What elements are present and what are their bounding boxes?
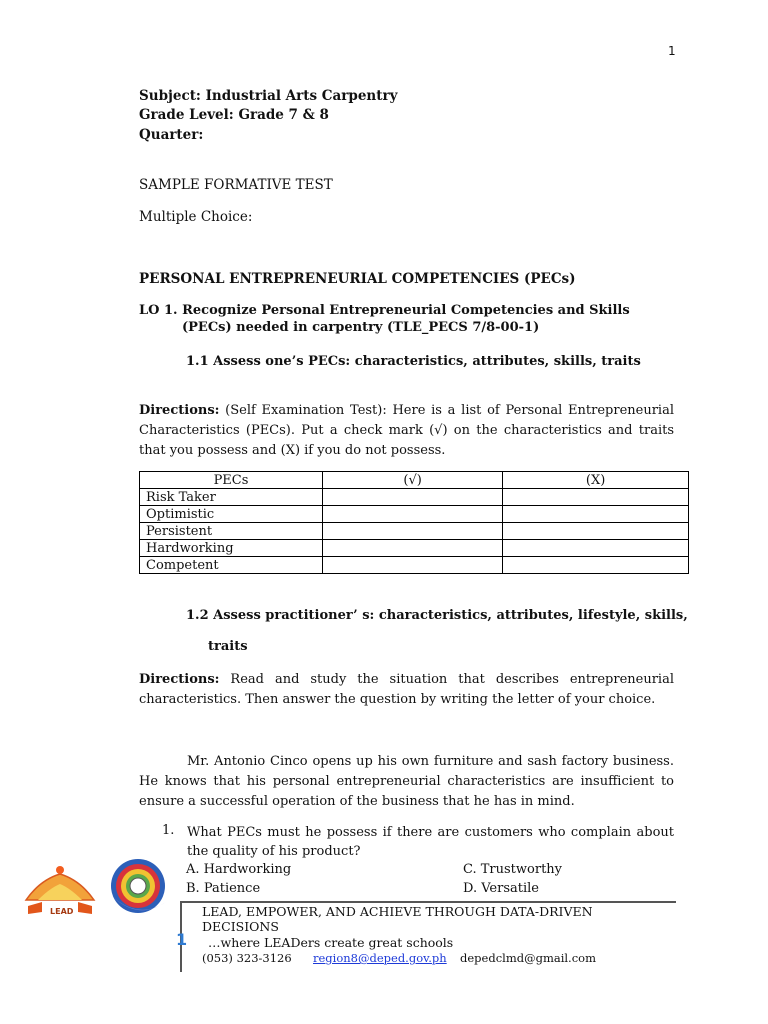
situation-paragraph: Mr. Antonio Cinco opens up his own furniture and sash factory business. He knows that his personal entrepreneurial characteristics are insufficient to ensure a successful operation of the business that he has in mind. [139,754,674,809]
directions-1-label: Directions: [139,403,220,418]
check-cell[interactable] [323,557,503,574]
footer-tagline: …where LEADers create great schools [208,935,454,950]
table-header-pecs: PECs [140,472,323,489]
page-number: 1 [668,44,676,58]
check-cell[interactable] [323,523,503,540]
question-text: What PECs must he possess if there are customers who complain about the quality of his product? [187,825,674,859]
directions-1 [139,401,674,461]
lo-line-2: (PECs) needed in carpentry (TLE_PECS 7/8-00-1) [182,320,540,335]
footer-email-link[interactable]: region8@deped.gov.ph [313,951,447,965]
pec-label: Optimistic [140,506,323,523]
subsection-1-2-line-2: traits [208,639,248,654]
table-header-check: (√) [323,472,503,489]
question-number: 1. [162,823,175,838]
grade-level-line: Grade Level: Grade 7 & 8 [139,107,329,123]
lo-line-1: LO 1. Recognize Personal Entrepreneurial Competencies and Skills [139,303,630,318]
table-row [140,523,689,540]
deped-seal-logo [111,859,166,913]
test-type: Multiple Choice: [139,209,253,225]
table-row [140,557,689,574]
table-row [140,506,689,523]
subsection-1-1: 1.1 Assess one’s PECs: characteristics, attributes, skills, traits [186,354,641,369]
table-header-x: (X) [503,472,689,489]
lead-logo [26,866,94,916]
footer-page-number: 1 [176,930,188,949]
footer-email-2: depedclmd@gmail.com [460,951,596,965]
x-cell[interactable] [503,489,689,506]
x-cell[interactable] [503,540,689,557]
footer-motto-line-2: DECISIONS [202,919,279,934]
footer-phone: (053) 323-3126 [202,951,292,965]
subject-line: Subject: Industrial Arts Carpentry [139,88,398,104]
directions-2-text: Read and study the situation that describes entrepreneurial characteristics. Then answer the question by writing the letter of your choice. [139,672,674,707]
check-cell[interactable] [323,506,503,523]
footer-motto-line-1: LEAD, EMPOWER, AND ACHIEVE THROUGH DATA-DRIVEN [202,904,593,919]
footer-top-rule [180,901,676,903]
pec-label: Competent [140,557,323,574]
directions-2-label: Directions: [139,672,220,687]
choice-b[interactable]: B. Patience [186,881,261,896]
section-title: PERSONAL ENTREPRENEURIAL COMPETENCIES (PECs) [139,271,576,287]
table-header-row [140,472,689,489]
quarter-line: Quarter: [139,127,204,143]
x-cell[interactable] [503,506,689,523]
pec-label: Hardworking [140,540,323,557]
pecs-table [139,471,689,574]
choice-c[interactable]: C. Trustworthy [463,862,563,877]
footer-logos [20,858,180,920]
choice-a[interactable]: A. Hardworking [186,862,292,877]
check-cell[interactable] [323,540,503,557]
table-row [140,540,689,557]
footer-contact [202,951,596,965]
pec-label: Risk Taker [140,489,323,506]
x-cell[interactable] [503,557,689,574]
directions-1-text: (Self Examination Test): Here is a list of Personal Entrepreneurial Characteristics (PECs). Put a check mark (√) on the characteristics and traits that you possess and (X) if you do not possess. [139,403,674,458]
check-cell[interactable] [323,489,503,506]
test-title: SAMPLE FORMATIVE TEST [139,177,333,193]
pec-label: Persistent [140,523,323,540]
directions-2 [139,670,674,710]
subsection-1-2-line-1: 1.2 Assess practitioner’ s: characteristics, attributes, lifestyle, skills, [186,608,688,623]
choice-d[interactable]: D. Versatile [463,881,539,896]
table-row [140,489,689,506]
lead-logo-text: LEAD [50,907,74,916]
x-cell[interactable] [503,523,689,540]
